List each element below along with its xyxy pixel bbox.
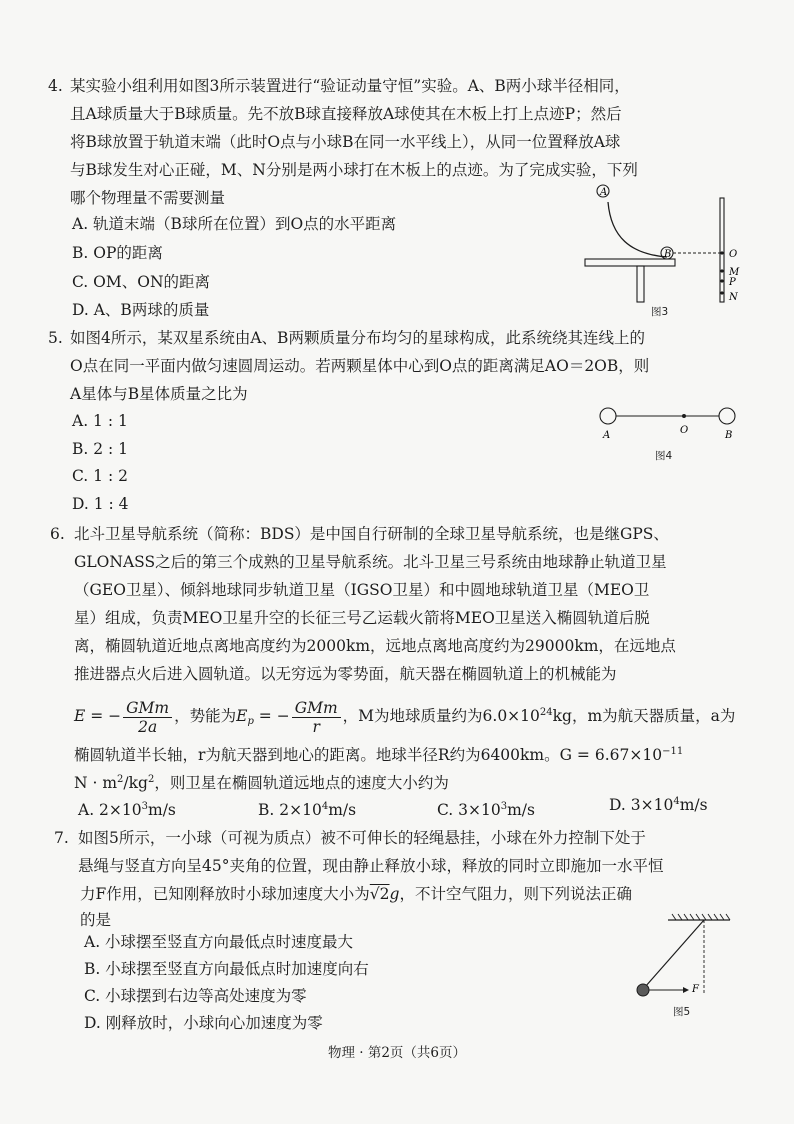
label-a: A <box>600 187 608 198</box>
option-d: D. 1 : 4 <box>72 495 129 513</box>
question-text-line: 悬绳与竖直方向呈45°夹角的位置，现由静止释放小球，释放的同时立即施加一水平恒 <box>78 857 664 875</box>
question-number: 5. <box>48 329 63 347</box>
label-m: M <box>729 267 740 278</box>
option-b: B. $2\times 10^4m/s$ <box>258 801 357 819</box>
question-text-line: 北斗卫星导航系统（简称：BDS）是中国自行研制的全球卫星导航系统，也是继GPS、 <box>74 525 669 543</box>
question-text-line: 力F作用，已知刚释放时小球加速度大小为√2g，不计空气阻力，则下列说法正确 <box>80 885 632 903</box>
label-o: O <box>729 249 738 260</box>
label-f: F <box>692 984 699 995</box>
label-o: O <box>680 425 689 436</box>
fraction: $\frac{\text{GMm}}{r}$ <box>292 699 341 736</box>
question-text-line: 离，椭圆轨道近地点离地高度约为2000km，远地点离地高度约为29000km，在远地点 <box>74 637 676 655</box>
option-d: D. $3\times 10^4m/s$ <box>609 796 708 814</box>
figure-5-caption: 图5 <box>673 1006 691 1018</box>
option-a: A. 小球摆至竖直方向最低点时速度最大 <box>84 933 354 951</box>
fraction: $\frac{\text{GMm}}{2a}$ <box>123 699 172 736</box>
question-text-line: 哪个物理量不需要测量 <box>70 189 226 207</box>
figure-4-binary-star <box>592 404 744 442</box>
option-b: B. 2 : 1 <box>72 440 129 458</box>
page-footer: 物理 · 第2页（共6页） <box>327 1045 467 1061</box>
label-n: N <box>729 292 738 303</box>
question-text-line: 星）组成，负责MEO卫星升空的长征三号乙运载火箭将MEO卫星送入椭圆轨道后脱 <box>74 609 650 627</box>
label-p: P <box>729 277 736 288</box>
label-a: A <box>603 430 611 441</box>
option-b: B. 小球摆至竖直方向最低点时加速度向右 <box>84 960 369 978</box>
question-number: 6. <box>50 525 65 543</box>
option-c: C. 1 : 2 <box>72 467 128 485</box>
question-text-line: 与B球发生对心正碰，M、N分别是两小球打在木板上的点迹。为了完成实验，下列 <box>70 161 638 179</box>
question-text-line: 且A球质量大于B球质量。先不放B球直接释放A球使其在木板上打上点迹P；然后 <box>70 105 622 123</box>
question-text-line: 将B球放置于轨道末端（此时O点与小球B在同一水平线上），从同一位置释放A球 <box>70 133 621 151</box>
question-text-line: O点在同一平面内做匀速圆周运动。若两颗星体中心到O点的距离满足AO＝2OB，则 <box>70 357 650 375</box>
figure-4-caption: 图4 <box>655 450 673 462</box>
question-text-line: 如图5所示，一小球（可视为质点）被不可伸长的轻绳悬挂，小球在外力控制下处于 <box>78 829 646 847</box>
question-text-line: 推进器点火后进入圆轨道。以无穷远为零势面，航天器在椭圆轨道上的机械能为 <box>74 665 617 683</box>
question-number: 4. <box>48 77 63 95</box>
option-c: C. OM、ON的距离 <box>72 273 211 291</box>
figure-3-apparatus <box>575 182 750 307</box>
figure-5-pendulum <box>628 912 738 1004</box>
label-b: B <box>725 430 733 441</box>
question-text-line: 某实验小组利用如图3所示装置进行“验证动量守恒”实验。A、B两小球半径相同， <box>70 77 630 95</box>
question-text-line: A星体与B星体质量之比为 <box>70 385 248 403</box>
option-c: C. $3\times 10^3m/s$ <box>437 801 535 819</box>
figure-3-caption: 图3 <box>651 306 669 318</box>
option-b: B. OP的距离 <box>72 244 163 262</box>
question-text-line: 如图4所示，某双星系统由A、B两颗质量分布均匀的星球构成，此系统绕其连线上的 <box>70 329 645 347</box>
question-text-line: GLONASS之后的第三个成熟的卫星导航系统。北斗卫星三号系统由地球静止轨道卫星 <box>74 553 667 571</box>
energy-formula-line: E = − $\frac{\text{GMm}}{2a}$ ，势能为$E_p$ = − $\frac{\text{GMm}}{r}$ ，M为地球质量约为$6.0\times 10^{24}kg$，m为航天器质量，a为 <box>74 698 736 736</box>
question-text-line: 椭圆轨道半长轴，r为航天器到地心的距离。地球半径R约为6400km。$G = 6.67\times 10^{-11}$ <box>74 746 684 764</box>
question-text-line: （GEO卫星）、倾斜地球同步轨道卫星（IGSO卫星）和中圆地球轨道卫星（MEO卫 <box>74 581 650 599</box>
option-a: A. 轨道末端（B球所在位置）到O点的水平距离 <box>72 215 397 233</box>
question-number: 7. <box>54 829 69 847</box>
label-b: B <box>664 249 672 260</box>
option-d: D. A、B两球的质量 <box>72 301 210 319</box>
option-c: C. 小球摆到右边等高处速度为零 <box>84 987 307 1005</box>
option-d: D. 刚释放时，小球向心加速度为零 <box>84 1014 323 1032</box>
question-text-line: 的是 <box>80 911 112 929</box>
question-text-line: $N \cdot m^2/kg^2$，则卫星在椭圆轨道远地点的速度大小约为 <box>74 774 449 792</box>
formula-e: E = − <box>74 707 122 725</box>
option-a: A. 1 : 1 <box>72 412 128 430</box>
option-a: A. $2\times 10^3m/s$ <box>78 801 176 819</box>
